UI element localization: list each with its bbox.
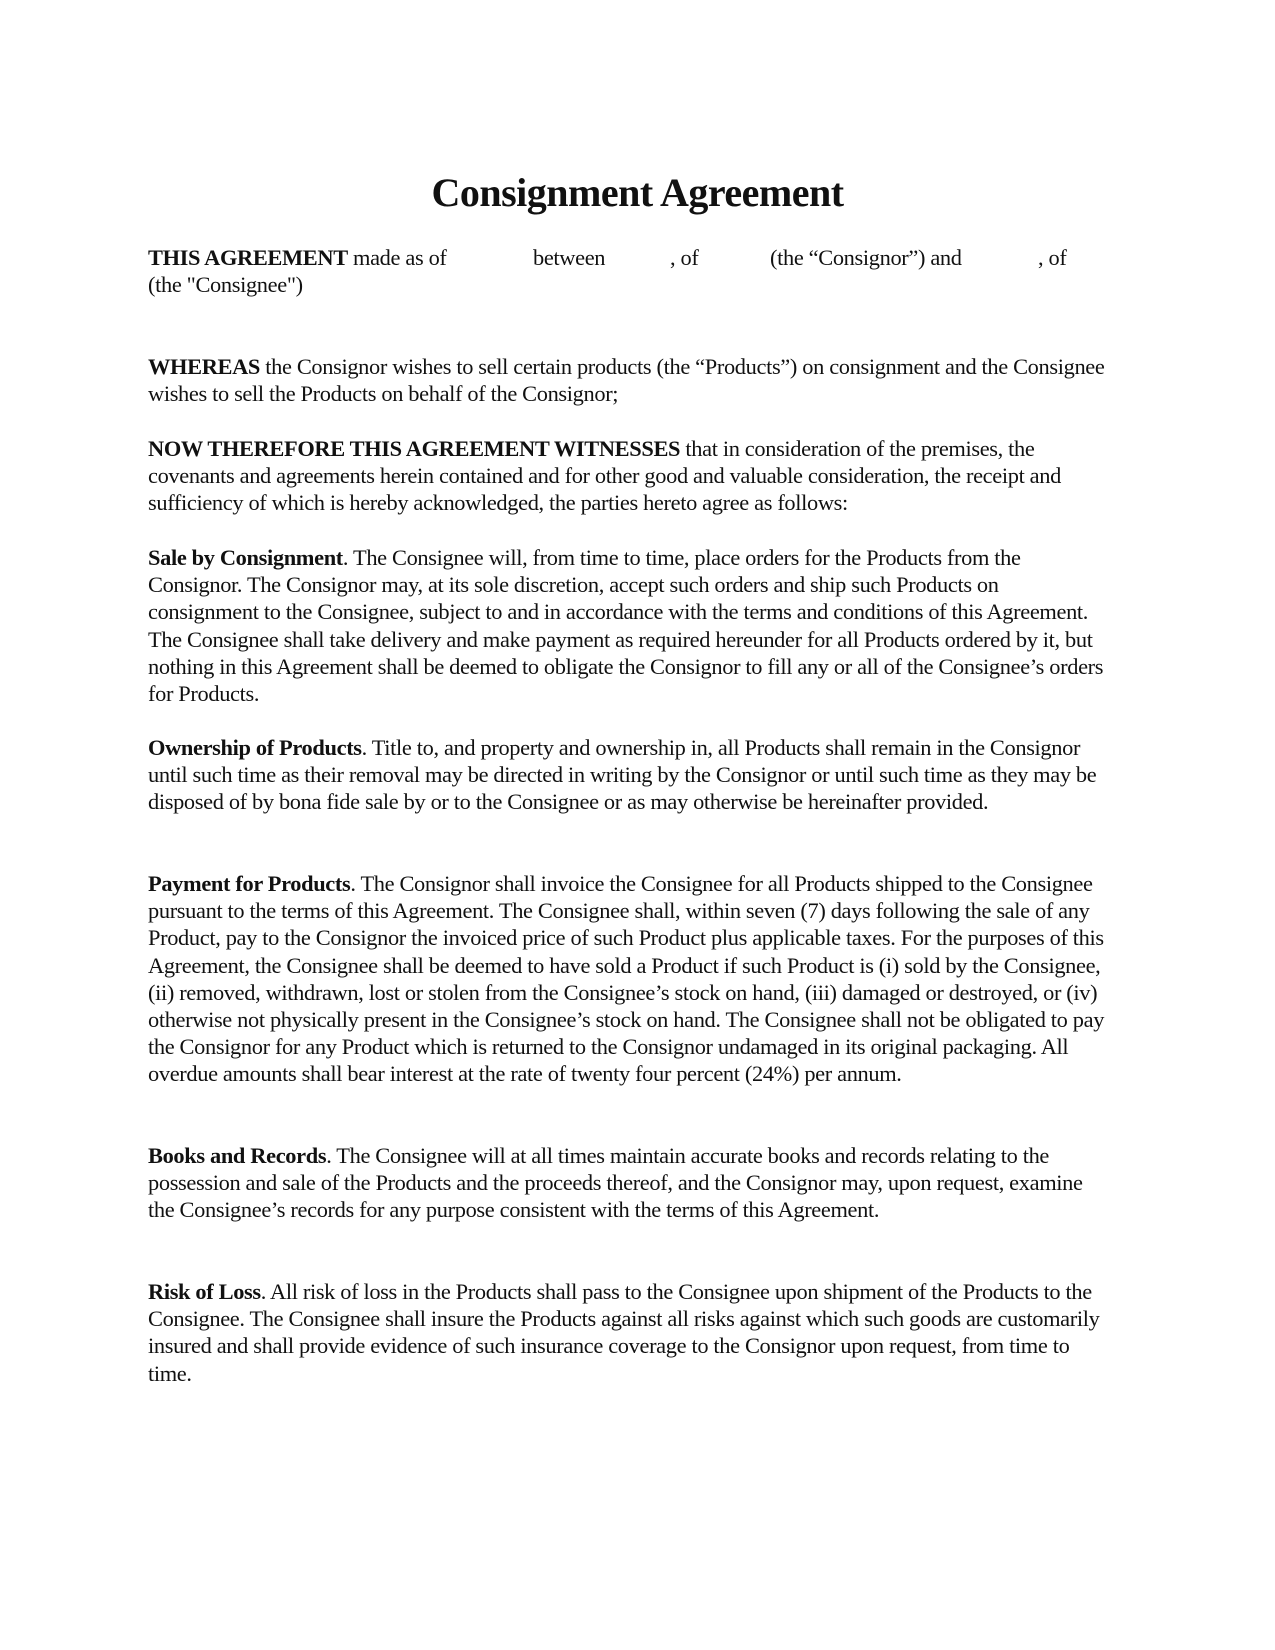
paragraph-text: All risk of loss in the Products shall pass to the Consignee upon shipment of the Products to the Consignee. The Consignee shall insure the Products against all risks against which such goods are customarily insured and shall provide evidence of such insurance coverage to the Consignor upon request, from time to time. xyxy=(148,1279,1100,1386)
intro-line-1 xyxy=(148,244,1128,271)
intro-line-2 xyxy=(148,271,1128,298)
paragraph-sale-by-consignment xyxy=(148,544,1108,707)
intro-made-as-of: made as of xyxy=(353,245,447,270)
intro-between: between xyxy=(533,245,606,270)
intro-of-2: , of xyxy=(1038,245,1067,270)
paragraph-heading: Risk of Loss xyxy=(148,1279,261,1304)
paragraph-heading: NOW THEREFORE THIS AGREEMENT WITNESSES xyxy=(148,436,681,461)
paragraph-text: The Consignee will, from time to time, place orders for the Products from the Consignor. The Consignor may, at its sole discretion, accept such orders and ship such Products on consignment to the Consignee, subject to and in accordance with the terms and conditions of this Agreement. The Consignee shall take delivery and make payment as required hereunder for all Products ordered by it, but nothing in this Agreement shall be deemed to obligate the Consignor to fill any or all of the Consignee’s orders for Products. xyxy=(148,545,1104,707)
intro-consignor-label: (the “Consignor”) and xyxy=(770,245,962,270)
document-title: Consignment Agreement xyxy=(431,169,844,215)
heading-period: . xyxy=(260,1279,267,1304)
intro-clause xyxy=(148,244,1128,298)
heading-period: . xyxy=(326,1143,332,1168)
paragraph-text: that in consideration of the premises, the covenants and agreements herein contained and for other good and valuable consideration, the receipt and sufficiency of which is hereby acknowledged, the parties hereto agree as follows: xyxy=(148,436,1061,516)
paragraph-risk-of-loss xyxy=(148,1278,1108,1387)
paragraph-heading: Ownership of Products xyxy=(148,735,362,760)
heading-period: . xyxy=(342,545,349,570)
paragraph-now-therefore xyxy=(148,435,1108,517)
paragraph-heading: Payment for Products xyxy=(148,871,351,896)
paragraph-text: the Consignor wishes to sell certain products (the “Products”) on consignment and the Consignee wishes to sell the Products on behalf of the Consignor; xyxy=(148,354,1105,407)
paragraph-text: The Consignee will at all times maintain accurate books and records relating to the possession and sale of the Products and the proceeds thereof, and the Consignor may, upon request, examine the Consignee’s records for any purpose consistent with the terms of this Agreement. xyxy=(148,1143,1083,1223)
paragraph-text: Title to, and property and ownership in, all Products shall remain in the Consignor until such time as their removal may be directed in writing by the Consignor or until such time as they may be disposed of by bona fide sale by or to the Consignee or as may otherwise be hereinafter provided. xyxy=(148,735,1097,815)
heading-period: . xyxy=(350,871,356,896)
paragraph-heading: Books and Records xyxy=(148,1143,327,1168)
paragraph-ownership-of-products xyxy=(148,734,1108,816)
paragraph-heading: Sale by Consignment xyxy=(148,545,343,570)
intro-lead-bold: THIS AGREEMENT xyxy=(148,245,348,270)
intro-lead xyxy=(148,244,447,271)
paragraph-books-and-records xyxy=(148,1142,1108,1224)
paragraph-whereas xyxy=(148,353,1108,407)
intro-consignee-label: (the "Consignee") xyxy=(148,272,303,298)
heading-period: . xyxy=(361,735,367,760)
paragraph-text: The Consignor shall invoice the Consignee for all Products shipped to the Consignee pursuant to the terms of this Agreement. The Consignee shall, within seven (7) days following the sale of any Product, pay to the Consignor the invoiced price of such Product plus applicable taxes. For the purposes of this Agreement, the Consignee shall be deemed to have sold a Product if such Product is (i) sold by the Consignee, (ii) removed, withdrawn, lost or stolen from the Consignee’s stock on hand, (iii) damaged or destroyed, or (iv) otherwise not physically present in the Consignee’s stock on hand. The Consignee shall not be obligated to pay the Consignor for any Product which is returned to the Consignor undamaged in its original packaging. All overdue amounts shall bear interest at the rate of twenty four percent (24%) per annum. xyxy=(148,871,1105,1087)
paragraph-payment-for-products xyxy=(148,870,1108,1088)
intro-of-1: , of xyxy=(670,245,699,270)
paragraph-heading: WHEREAS xyxy=(148,354,261,379)
